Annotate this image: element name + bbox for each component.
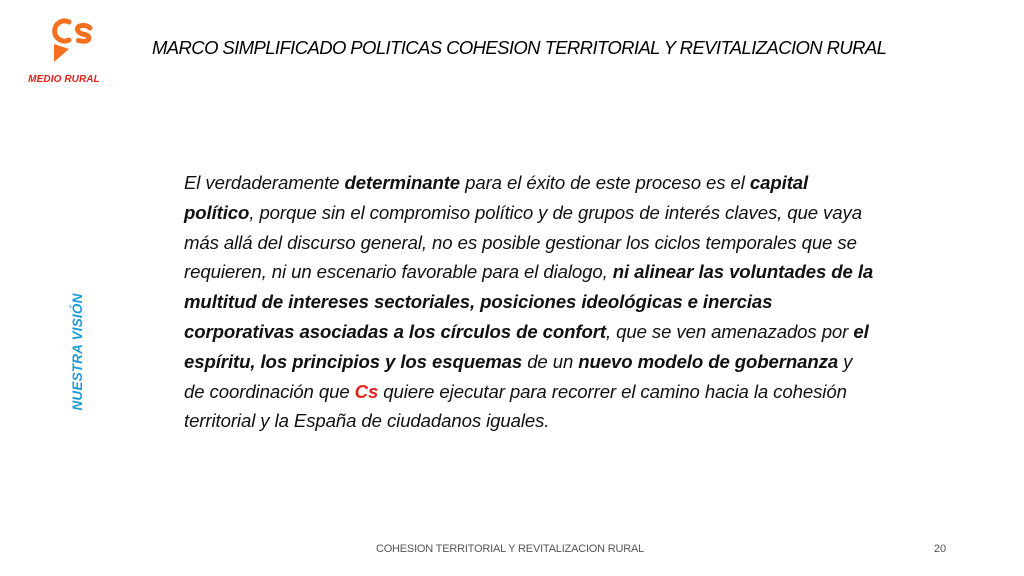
- page-number: 20: [933, 543, 947, 555]
- body-text-run: El verdaderamente: [184, 172, 345, 193]
- body-text-run: , porque sin el compromiso político y de grupos de interés claves, que vaya más allá del discurso general, no es posible gestionar los ciclos temporales que se requieren, ni un escenario favorable para el dialogo,: [184, 201, 862, 283]
- body-emphasis: capital político: [184, 172, 809, 223]
- body-text-run: para el éxito de este proceso es el: [460, 172, 750, 193]
- body-text-run: de un: [522, 350, 579, 372]
- slide-title: MARCO SIMPLIFICADO POLITICAS COHESION TERRITORIAL Y REVITALIZACION RURAL: [152, 37, 887, 58]
- ciudadanos-logo: [51, 16, 95, 64]
- body-emphasis: el espíritu, los principios y los esquemas: [184, 320, 869, 372]
- body-paragraph: [184, 168, 874, 436]
- brand-mention: Cs: [354, 380, 379, 402]
- body-emphasis: determinante: [344, 172, 461, 193]
- body-text-run: y de coordinación que: [184, 350, 853, 402]
- body-emphasis: nuevo modelo de gobernanza: [578, 350, 839, 372]
- body-text-run: quiere ejecutar para recorrer el camino hacia la cohesión territorial y la España de ciudadanos iguales.: [184, 380, 847, 432]
- body-text-run: , que se ven amenazados por: [605, 320, 854, 342]
- footer-text: COHESION TERRITORIAL Y REVITALIZACION RURAL: [375, 543, 645, 555]
- body-emphasis: ni alinear las voluntades de la multitud de intereses sectoriales, posiciones ideológicas e inercias corporativas asociadas a los círculos de confort: [184, 261, 874, 342]
- brand-subtitle: MEDIO RURAL: [28, 74, 100, 85]
- logo-c-letter: [55, 21, 69, 41]
- logo-s-letter: [78, 25, 91, 41]
- side-label: NUESTRA VISIÓN: [70, 293, 85, 411]
- logo-flag-icon: [54, 44, 69, 62]
